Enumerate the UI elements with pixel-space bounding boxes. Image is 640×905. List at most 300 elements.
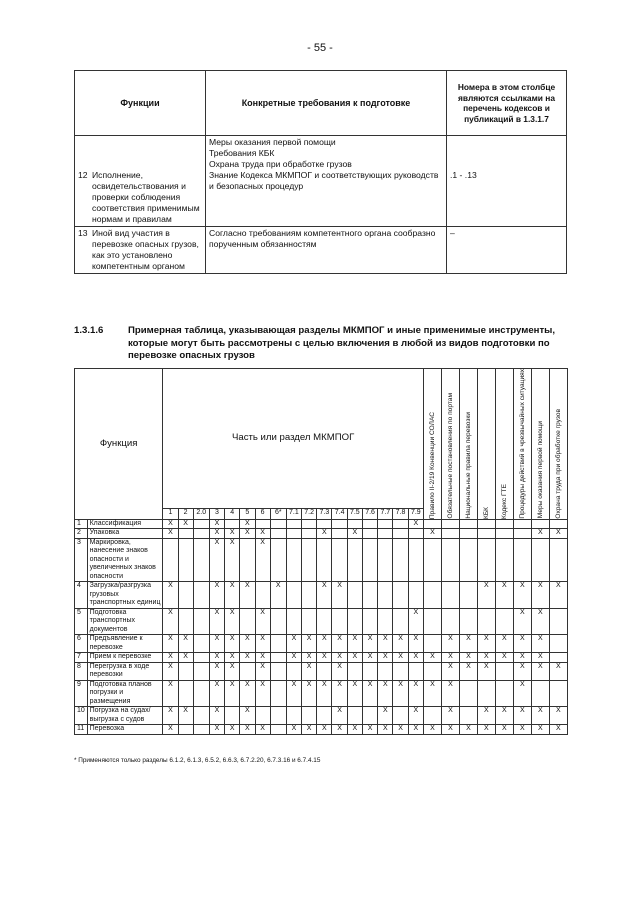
instrument-header [477,369,495,520]
mark-cell: X [225,635,240,653]
mark-cell: X [441,680,459,707]
mark-cell [332,529,347,539]
table-row [75,529,568,539]
row-requirement: Согласно требованиям компетентного органа сообразно порученным обязанностям [209,228,436,249]
mark-cell [459,608,477,635]
mark-cell [441,529,459,539]
mark-cell [302,519,317,529]
instrument-label: КБК [482,506,490,519]
instrument-header [423,369,441,520]
section-number-cell: 2 [178,508,193,519]
mark-cell [549,519,567,529]
footnote: * Применяются только разделы 6.1.2, 6.1.3, 6.5.2, 6.6.3, 6.7.2.20, 6.7.3.16 и 6.7.4.15 [74,757,321,764]
mark-cell: X [178,635,193,653]
mark-cell [193,608,209,635]
instrument-label: Кодекс ГТЕ [500,483,508,519]
mark-cell [178,608,193,635]
mark-cell: X [225,529,240,539]
mark-cell: X [255,725,270,735]
mark-cell [302,529,317,539]
mark-cell [441,538,459,582]
mark-cell [378,538,393,582]
mark-cell: X [513,725,531,735]
row-number: 11 [75,725,88,735]
mark-cell: X [163,582,178,609]
mark-cell: X [393,725,408,735]
mark-cell: X [163,608,178,635]
mark-cell [286,538,301,582]
mark-cell: X [332,662,347,680]
mark-cell [193,582,209,609]
mark-cell: X [255,538,270,582]
mark-cell: X [209,582,224,609]
mark-cell [362,662,377,680]
table-row [75,725,568,735]
table-row [75,707,568,725]
mark-cell: X [178,707,193,725]
row-function: Подготовка транспортных документов [87,608,163,635]
instrument-label: Национальные правила перевозки [464,411,472,519]
table-row [75,680,568,707]
mark-cell: X [225,680,240,707]
mark-cell: X [531,582,549,609]
mark-cell: X [495,635,513,653]
mark-cell: X [513,635,531,653]
mark-cell: X [347,725,362,735]
mark-cell: X [423,653,441,663]
mark-cell: X [332,653,347,663]
mark-cell: X [477,725,495,735]
mark-cell [393,582,408,609]
mark-cell: X [423,680,441,707]
mark-cell [423,519,441,529]
mark-cell [347,662,362,680]
mark-cell [495,529,513,539]
mark-cell [549,538,567,582]
row-function: Маркировка, нанесение знаков опасности и увеличенных знаков опасности [87,538,163,582]
mark-cell: X [393,653,408,663]
mark-cell [477,608,495,635]
mark-cell: X [441,725,459,735]
row-function: Подготовка планов погрузки и размещения [87,680,163,707]
mark-cell: X [286,653,301,663]
mark-cell: X [317,653,332,663]
mark-cell [378,662,393,680]
mark-cell: X [393,635,408,653]
table-row [75,662,568,680]
mark-cell [423,538,441,582]
mark-cell [495,608,513,635]
mark-cell [270,529,286,539]
mark-cell: X [240,519,255,529]
mark-cell [178,538,193,582]
row-function: Упаковка [87,529,163,539]
section-title: Примерная таблица, указывающая разделы МКМПОГ и иные применимые инструменты, которые могут быть рассмотрены с целью включения в любой из видов подготовки по перевозке опасных грузов [128,325,556,361]
row-number: 10 [75,707,88,725]
row-number: 5 [75,608,88,635]
row-number: 7 [75,653,88,663]
mark-cell [477,529,495,539]
mark-cell: X [163,725,178,735]
mark-cell [270,538,286,582]
mark-cell [362,707,377,725]
mark-cell [378,519,393,529]
mark-cell: X [225,582,240,609]
row-function: Погрузка на судах/выгрузка с судов [87,707,163,725]
mark-cell: X [408,680,423,707]
mark-cell: X [423,529,441,539]
mark-cell: X [378,635,393,653]
row-number: 2 [75,529,88,539]
mark-cell: X [362,725,377,735]
mark-cell: X [317,680,332,707]
mark-cell [286,519,301,529]
mark-cell [362,608,377,635]
mark-cell: X [302,680,317,707]
mark-cell [477,680,495,707]
mark-cell: X [408,519,423,529]
mark-cell [423,582,441,609]
mark-cell [549,680,567,707]
mark-cell [347,538,362,582]
mark-cell [178,582,193,609]
mark-cell: X [513,582,531,609]
mark-cell: X [549,662,567,680]
mark-cell: X [317,582,332,609]
mark-cell [459,707,477,725]
row-number: 8 [75,662,88,680]
mark-cell: X [163,529,178,539]
mark-cell: X [347,529,362,539]
mark-cell [441,608,459,635]
mark-cell: X [408,653,423,663]
row-ref: .1 - .13 [450,170,477,180]
row-number: 6 [75,635,88,653]
mark-cell [193,529,209,539]
mark-cell [393,519,408,529]
mark-cell: X [347,653,362,663]
mark-cell [193,635,209,653]
mark-cell [270,725,286,735]
mark-cell: X [378,653,393,663]
mark-cell [378,608,393,635]
mark-cell: X [255,635,270,653]
mark-cell: X [531,635,549,653]
mark-cell [332,608,347,635]
mark-cell: X [332,725,347,735]
mark-cell: X [362,635,377,653]
mark-cell [459,582,477,609]
mark-cell: X [209,725,224,735]
mark-cell [549,653,567,663]
mark-cell [423,635,441,653]
mark-cell [459,680,477,707]
mark-cell: X [302,653,317,663]
row-function: Загрузка/разгрузка грузовых транспортных единиц [87,582,163,609]
imdg-sections-table [74,368,568,735]
header-function: Функция [75,369,163,520]
mark-cell [362,538,377,582]
mark-cell [332,519,347,529]
mark-cell [225,707,240,725]
mark-cell: X [441,653,459,663]
mark-cell: X [531,529,549,539]
mark-cell: X [531,725,549,735]
mark-cell [270,653,286,663]
mark-cell [270,608,286,635]
mark-cell [477,519,495,529]
mark-cell [513,529,531,539]
mark-cell: X [531,707,549,725]
mark-cell: X [255,662,270,680]
mark-cell [270,635,286,653]
mark-cell: X [302,662,317,680]
mark-cell: X [178,519,193,529]
mark-cell: X [378,680,393,707]
instrument-header [513,369,531,520]
mark-cell: X [495,582,513,609]
mark-cell [393,529,408,539]
section-number-cell: 6* [270,508,286,519]
mark-cell [347,582,362,609]
instrument-header [549,369,567,520]
mark-cell: X [209,680,224,707]
table-row [75,538,568,582]
mark-cell: X [255,680,270,707]
table-row [75,608,568,635]
row-function: Прием к перевозке [87,653,163,663]
mark-cell: X [531,608,549,635]
section-number-cell: 1 [163,508,178,519]
mark-cell: X [531,662,549,680]
mark-cell [495,519,513,529]
mark-cell [441,582,459,609]
mark-cell [163,538,178,582]
mark-cell: X [270,582,286,609]
mark-cell [408,582,423,609]
mark-cell: X [477,582,495,609]
mark-cell [255,707,270,725]
mark-cell: X [459,725,477,735]
section-number-cell: 4 [225,508,240,519]
mark-cell: X [163,635,178,653]
mark-cell: X [332,680,347,707]
mark-cell: X [513,608,531,635]
header-functions: Функции [75,71,206,136]
mark-cell [332,538,347,582]
mark-cell: X [408,725,423,735]
mark-cell: X [286,680,301,707]
mark-cell: X [163,707,178,725]
section-number-cell: 7.4 [332,508,347,519]
section-number-cell: 7.6 [362,508,377,519]
mark-cell [270,680,286,707]
mark-cell: X [477,635,495,653]
mark-cell: X [255,608,270,635]
table-row [75,635,568,653]
row-number: 13 [78,228,88,238]
mark-cell [240,608,255,635]
mark-cell [408,538,423,582]
mark-cell: X [378,725,393,735]
row-function: Предъявление к перевозке [87,635,163,653]
mark-cell [531,519,549,529]
mark-cell: X [317,635,332,653]
req-line: Знание Кодекса МКМПОГ и соответствующих руководств и безопасных процедур [209,170,439,191]
section-number-cell: 7.3 [317,508,332,519]
mark-cell: X [209,662,224,680]
mark-cell: X [332,635,347,653]
mark-cell: X [209,529,224,539]
mark-cell: X [459,635,477,653]
mark-cell: X [513,680,531,707]
mark-cell [193,519,209,529]
mark-cell: X [209,635,224,653]
mark-cell [362,529,377,539]
table-row [75,653,568,663]
mark-cell: X [441,635,459,653]
mark-cell [513,519,531,529]
mark-cell [193,725,209,735]
mark-cell [495,538,513,582]
mark-cell: X [302,635,317,653]
mark-cell [178,529,193,539]
mark-cell: X [225,662,240,680]
instrument-label: Правило II-2/19 Конвенции СОЛАС [428,411,436,519]
mark-cell [193,680,209,707]
mark-cell: X [441,662,459,680]
row-number: 9 [75,680,88,707]
mark-cell: X [317,529,332,539]
row-number: 3 [75,538,88,582]
mark-cell: X [495,707,513,725]
table-row [75,519,568,529]
training-requirements-table [74,70,567,274]
table-row [75,582,568,609]
mark-cell: X [477,662,495,680]
mark-cell: X [225,538,240,582]
mark-cell: X [240,725,255,735]
mark-cell [408,529,423,539]
mark-cell [378,529,393,539]
section-number-cell: 5 [240,508,255,519]
req-line: Охрана труда при обработке грузов [209,159,352,169]
mark-cell: X [240,653,255,663]
mark-cell [393,707,408,725]
mark-cell [317,608,332,635]
mark-cell [459,519,477,529]
row-function: Перевозка [87,725,163,735]
mark-cell: X [209,707,224,725]
mark-cell: X [495,725,513,735]
mark-cell: X [423,725,441,735]
mark-cell: X [347,680,362,707]
mark-cell [549,635,567,653]
mark-cell: X [477,707,495,725]
mark-cell [423,662,441,680]
mark-cell [531,538,549,582]
mark-cell [423,707,441,725]
mark-cell: X [495,653,513,663]
mark-cell: X [362,680,377,707]
mark-cell [317,707,332,725]
mark-cell: X [163,519,178,529]
table-header-row [75,369,568,509]
instrument-label: Процедуры действий в чрезвычайных ситуациях [518,369,526,519]
mark-cell: X [209,608,224,635]
mark-cell: X [549,582,567,609]
mark-cell: X [255,653,270,663]
header-refs: Номера в этом столбце являются ссылками на перечень кодексов и публикаций в 1.3.1.7 [447,71,567,136]
table-row [75,227,567,274]
mark-cell [302,582,317,609]
mark-cell [408,662,423,680]
row-function: Исполнение, освидетельствования и проверки соблюдения соответствия применимым нормам и правилам [92,170,200,224]
mark-cell: X [408,635,423,653]
section-number-cell: 7.5 [347,508,362,519]
mark-cell: X [347,635,362,653]
mark-cell [225,519,240,529]
mark-cell: X [240,680,255,707]
instrument-header [531,369,549,520]
mark-cell [393,662,408,680]
mark-cell [317,519,332,529]
mark-cell: X [549,529,567,539]
mark-cell [286,582,301,609]
mark-cell: X [302,725,317,735]
mark-cell [286,608,301,635]
mark-cell: X [209,519,224,529]
row-function: Классификация [87,519,163,529]
mark-cell: X [549,707,567,725]
mark-cell [378,582,393,609]
mark-cell [193,707,209,725]
mark-cell: X [332,707,347,725]
section-number-cell: 7.8 [393,508,408,519]
instrument-header [495,369,513,520]
mark-cell [178,662,193,680]
mark-cell [255,582,270,609]
mark-cell [286,529,301,539]
mark-cell [270,519,286,529]
mark-cell: X [378,707,393,725]
instrument-label: Меры оказания первой помощи [536,421,544,519]
mark-cell [441,519,459,529]
row-ref: – [450,228,455,238]
mark-cell [270,662,286,680]
mark-cell [286,707,301,725]
section-number-cell: 7.1 [286,508,301,519]
mark-cell [513,538,531,582]
mark-cell [317,662,332,680]
row-function: Иной вид участия в перевозке опасных грузов, как это установлено компетентным органом [92,228,199,271]
mark-cell: X [513,707,531,725]
mark-cell [317,538,332,582]
header-part: Часть или раздел МКМПОГ [163,369,424,509]
mark-cell: X [209,538,224,582]
mark-cell [362,519,377,529]
mark-cell [549,608,567,635]
mark-cell: X [240,529,255,539]
mark-cell: X [163,680,178,707]
row-number: 12 [78,170,88,180]
mark-cell [347,519,362,529]
mark-cell [302,707,317,725]
section-number-cell: 3 [209,508,224,519]
mark-cell: X [362,653,377,663]
mark-cell [193,662,209,680]
section-number-cell: 7.7 [378,508,393,519]
